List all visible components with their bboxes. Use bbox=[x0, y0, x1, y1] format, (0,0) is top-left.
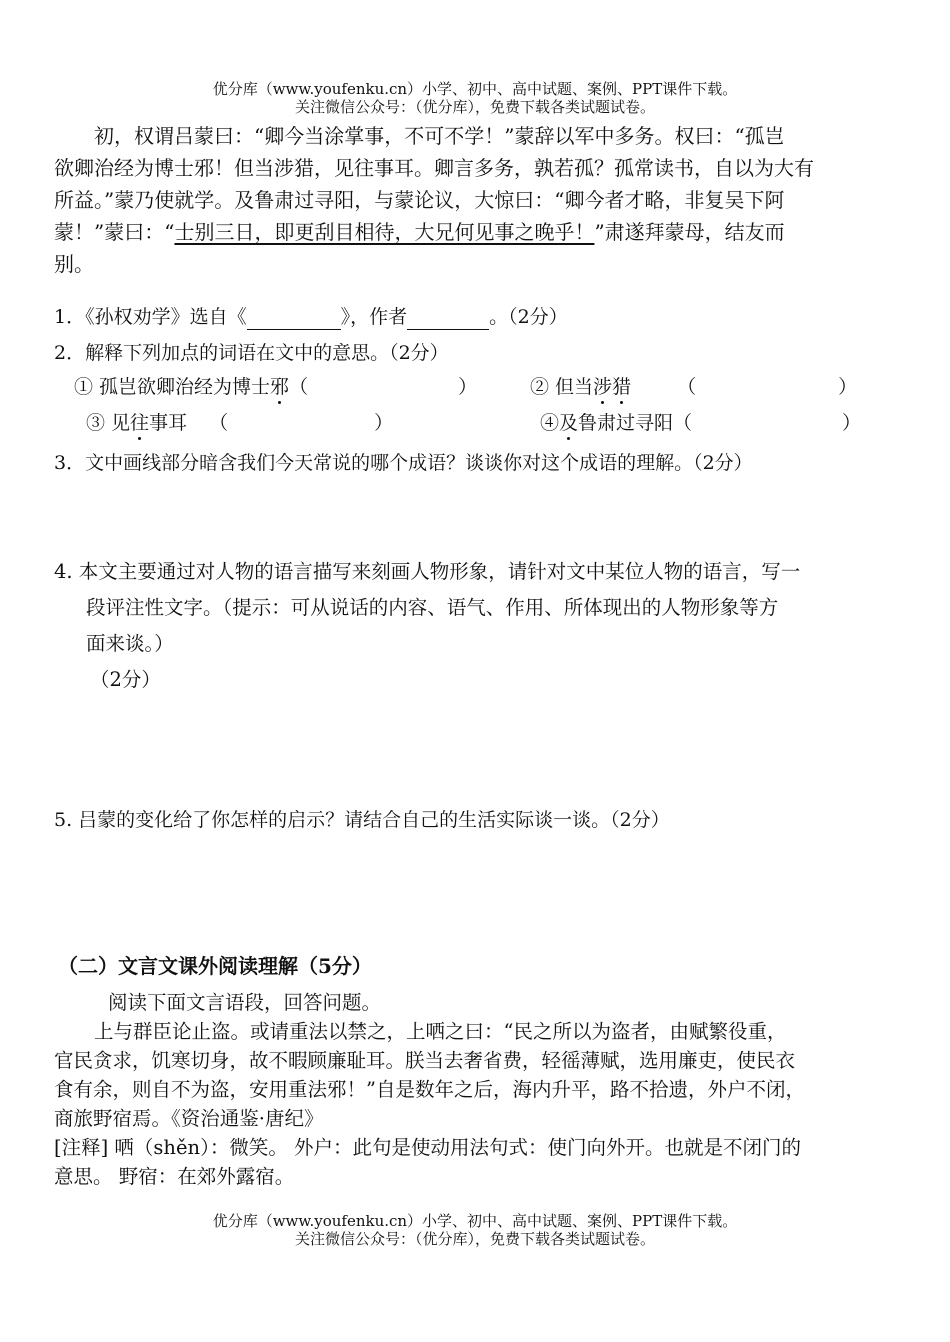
question-text: 》，作者 bbox=[340, 306, 408, 328]
question-4 bbox=[54, 554, 899, 698]
footer-line-2: 关注微信公众号：（优分库），免费下载各类试题试卷。 bbox=[294, 1230, 655, 1248]
item-paren: ） bbox=[838, 376, 858, 398]
item-text: ③ 见 bbox=[86, 412, 131, 434]
passage-line: 所益。”蒙乃使就学。及鲁肃过寻阳，与蒙论议，大惊曰：“卿今者才略，非复吴下阿 bbox=[54, 188, 785, 212]
item-text: 事耳 bbox=[149, 412, 188, 434]
item-paren: （ bbox=[209, 412, 229, 434]
header-line-1: 优分库（www.youfenku.cn）小学、初中、高中试题、案例、PPT课件下载。 bbox=[212, 80, 738, 98]
annotation-line: 意思。 野宿：在郊外露宿。 bbox=[54, 1165, 295, 1188]
item-paren: ） bbox=[842, 412, 862, 434]
page-header bbox=[0, 80, 950, 116]
passage-line: 上与群臣论止盗。或请重法以禁之，上哂之曰：“民之所以为盗者，由赋繁役重， bbox=[94, 1020, 787, 1043]
passage-line: 初，权谓吕蒙曰：“卿今当涂掌事，不可不学！”蒙辞以军中多务。权曰：“孤岂 bbox=[94, 124, 785, 148]
q2-item-1 bbox=[74, 374, 477, 400]
q2-item-2 bbox=[530, 374, 857, 400]
q2-item-3 bbox=[86, 410, 393, 436]
item-paren: （ bbox=[289, 376, 309, 398]
question-2-title: 2．解释下列加点的词语在文中的意思。（2分） bbox=[54, 342, 449, 364]
page-footer bbox=[0, 1212, 950, 1248]
header-line-2: 关注微信公众号：（优分库），免费下载各类试题试卷。 bbox=[294, 98, 655, 116]
underlined-sentence: 士别三日，即更刮目相待，大兄何见事之晚乎！ bbox=[174, 220, 595, 244]
section-2-title: （二）文言文课外阅读理解（5分） bbox=[58, 954, 372, 978]
question-1 bbox=[54, 304, 568, 330]
dotted-word: 猎 bbox=[612, 376, 632, 398]
item-text: ① 孤岂欲卿治经为博士 bbox=[74, 376, 271, 398]
dotted-word: 及 bbox=[559, 412, 579, 434]
passage-line bbox=[54, 216, 899, 248]
question-line: 面来谈。） bbox=[86, 632, 174, 655]
question-3: 3．文中画线部分暗含我们今天常说的哪个成语？谈谈你对这个成语的理解。（2分） bbox=[54, 452, 753, 474]
question-text: 。（2分） bbox=[489, 306, 568, 328]
answer-blank-source[interactable] bbox=[247, 307, 341, 330]
item-text: 鲁肃过寻阳（ bbox=[578, 412, 693, 434]
question-line: 4. 本文主要通过对人物的语言描写来刻画人物形象，请针对文中某位人物的语言，写一 bbox=[54, 560, 801, 583]
item-text: ② 但当 bbox=[530, 376, 594, 398]
answer-blank-author[interactable] bbox=[407, 307, 489, 330]
passage-text: 蒙！”蒙曰：“ bbox=[54, 220, 175, 244]
item-paren: （ bbox=[677, 376, 697, 398]
dotted-word: 涉 bbox=[593, 376, 613, 398]
item-paren: ） bbox=[374, 412, 394, 434]
passage-sun-quan bbox=[54, 120, 899, 280]
passage-line: 官民贪求，饥寒切身，故不暇顾廉耻耳。朕当去奢省费，轻徭薄赋，选用廉吏，使民衣 bbox=[54, 1049, 796, 1072]
passage-line: 商旅野宿焉。《资治通鉴·唐纪》 bbox=[54, 1107, 324, 1130]
question-score: （2分） bbox=[90, 668, 161, 691]
dotted-word: 往 bbox=[130, 412, 150, 434]
passage-line: 食有余，则自不为盗，安用重法邪！”自是数年之后，海内升平，路不拾遗，外户不闭， bbox=[54, 1078, 805, 1101]
passage-line: 欲卿治经为博士邪！但当涉猎，见往事耳。卿言多务，孰若孤？孤常读书，自以为大有 bbox=[54, 156, 814, 180]
dotted-word: 邪 bbox=[270, 376, 290, 398]
footer-line-1: 优分库（www.youfenku.cn）小学、初中、高中试题、案例、PPT课件下载。 bbox=[212, 1212, 738, 1230]
question-5: 5. 吕蒙的变化给了你怎样的启示？请结合自己的生活实际谈一谈。（2分） bbox=[54, 809, 670, 831]
passage-line: 别。 bbox=[54, 252, 94, 276]
q2-item-4 bbox=[540, 410, 861, 436]
item-paren: ） bbox=[458, 376, 478, 398]
question-text: 1．《孙权劝学》选自《 bbox=[54, 306, 247, 328]
passage-text: ”肃遂拜蒙母，结友而 bbox=[594, 220, 785, 244]
question-line: 段评注性文字。（提示：可从说话的内容、语气、作用、所体现出的人物形象等方 bbox=[86, 596, 779, 619]
section-intro: 阅读下面文言语段，回答问题。 bbox=[108, 991, 382, 1014]
section-2-passage bbox=[54, 988, 906, 1191]
item-text: ④ bbox=[540, 412, 560, 434]
annotation-line: [注释] 哂（shěn）：微笑。 外户：此句是使动用法句式：使门向外开。也就是不闭门的 bbox=[54, 1136, 802, 1159]
